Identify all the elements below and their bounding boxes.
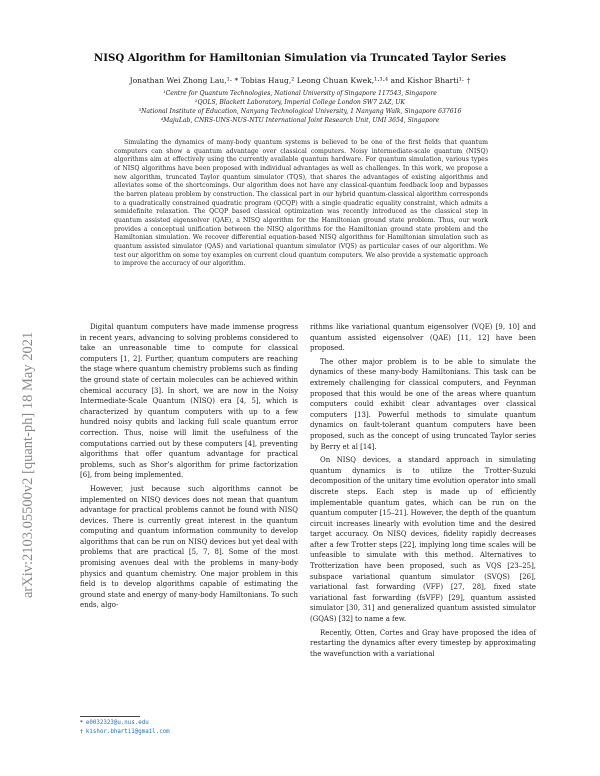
footnote-1 xyxy=(80,720,149,726)
left-column xyxy=(80,322,298,614)
paragraph: Digital quantum computers have made immense progress in recent years, advancing to solving problems considered to take an unreasonable time to compute for classical computers [1, 2]. Further, quantum computers are reaching the stage where quantum chemistry problems such as finding the ground state of certain molecules can be achieved within chemical accuracy [3]. In short, we are now in the Noisy Intermediate-Scale Quantum (NISQ) era [4, 5], which is characterized by quantum computers with up to a few hundred noisy qubits and lacking full scale quantum error correction. Thus, noise will limit the usefulness of the computations carried out by these computers [4], preventing algorithms that offer quantum advantage for practical problems, such as Shor’s algorithm for prime factorization [6], from being implemented. xyxy=(80,323,298,480)
footnote-mark: † xyxy=(80,729,83,735)
affiliation-4: ⁴MajuLab, CNRS-UNS-NUS-NTU International Joint Research Unit, UMI 3654, Singapore xyxy=(160,117,440,124)
paragraph: However, just because such algorithms cannot be implemented on NISQ devices does not mean that quantum advantage for practical problems cannot be found with NISQ devices. There is currently great interest in the quantum computing and quantum information community to develop algorithms that can be run on NISQ devices but yet deal with problems that are practical [5, 7, 8]. Some of the most promising avenues deal with the problems in many-body physics and quantum chemistry. One major problem in this field is to develop algorithms capable of estimating the ground state and energy of many-body Hamiltonians. To such ends, algo- xyxy=(80,484,298,610)
footnote-rule xyxy=(80,716,140,717)
footnote-2 xyxy=(80,729,170,735)
affiliation-2: ²QOLS, Blackett Laboratory, Imperial College London SW7 2AZ, UK xyxy=(195,99,405,106)
paragraph: On NISQ devices, a standard approach in simulating quantum dynamics is to utilize the Trotter-Suzuki decomposition of the unitary time evolution operator into small discrete steps. Each step is made up of efficiently implementable quantum gates, which can be run on the quantum computer [15–21]. However, the depth of the quantum circuit increases linearly with evolution time and the desired target accuracy. On NISQ devices, fidelity rapidly decreases after a few Trotter steps [22], implying long time scales will be unfeasible to simulate with this method. Alternatives to Trotterization have been proposed, such as VQS [23–25], subspace variational quantum simulator (SVQS) [26], variational fast forwarding (VFF) [27, 28], fixed state variational fast forwarding (fsVFF) [29], quantum assisted simulator [30, 31] and generalized quantum assisted simulator (GQAS) [32] to name a few. xyxy=(310,456,536,624)
paragraph: Recently, Otten, Cortes and Gray have proposed the idea of restarting the dynamics after every timestep by approximating the wavefunction with a variational xyxy=(310,628,536,658)
paragraph: rithms like variational quantum eigensolver (VQE) [9, 10] and quantum assisted eigensolver (QAE) [11, 12] have been proposed. xyxy=(310,323,536,353)
right-column xyxy=(310,322,536,662)
paper-title: NISQ Algorithm for Hamiltonian Simulation via Truncated Taylor Series xyxy=(93,52,507,64)
email-link[interactable]: e0032323@u.nus.edu xyxy=(85,720,149,726)
affiliation-3: ³National Institute of Education, Nanyang Technological University, 1 Nanyang Walk, Singapore 637616 xyxy=(138,108,462,115)
paragraph: The other major problem is to be able to simulate the dynamics of these many-body Hamiltonians. This task can be extremely challenging for classical computers, and Feynman proposed that this would be one of the areas where quantum computers could exhibit clear advantages over classical computers [13]. Powerful methods to simulate quantum dynamics on fault-tolerant quantum computers have been proposed, such as the concept of using truncated Taylor series by Berry et al [14]. xyxy=(310,357,536,451)
arxiv-stamp-svg xyxy=(10,300,40,600)
affiliation-1: ¹Centre for Quantum Technologies, National University of Singapore 117543, Singapore xyxy=(163,90,437,97)
arxiv-stamp xyxy=(10,300,40,600)
arxiv-stamp-text: arXiv:2103.05500v2 [quant-ph] 18 May 2021 xyxy=(20,331,36,598)
email-link[interactable]: kishor.bharti1@gmail.com xyxy=(85,729,170,735)
abstract: Simulating the dynamics of many-body quantum systems is believed to be one of the first fields that quantum computers can show a quantum advantage over classical computers. Noisy intermediate-scale quantum (NISQ) algorithms aim at effectively using the currently available quantum hardware. For quantum simulation, various types of NISQ algorithms have been proposed with individual advantages as well as challenges. In this work, we propose a new algorithm, truncated Taylor quantum simulator (TQS), that shares the advantages of existing algorithms and alleviates some of the shortcomings. Our algorithm does not have any classical-quantum feedback loop and bypasses the barren plateau problem by construction. The classical part in our hybrid quantum-classical algorithm corresponds to a quadratically constrained quadratic program (QCQP) with a single quadratic equality constraint, which admits a semidefinite relaxation. The QCQP based classical optimization was recently introduced as the classical step in quantum assisted eigensolver (QAE), a NISQ algorithm for the Hamiltonian ground state problem. Thus, our work provides a conceptual unification between the NISQ algorithms for the Hamiltonian ground state problem and the Hamiltonian simulation. We recover differential equation-based NISQ algorithms for Hamiltonian simulation such as quantum assisted simulator (QAS) and variational quantum simulator (VQS) as particular cases of our algorithm. We test our algorithm on some toy examples on current cloud quantum computers. We also provide a systematic approach to improve the accuracy of our algorithm. xyxy=(114,139,488,268)
author-list: Jonathan Wei Zhong Lau,¹· * Tobias Haug,² Leong Chuan Kwek,¹·³·⁴ and Kishor Bharti¹· † xyxy=(129,76,471,85)
footnote-mark: * xyxy=(80,720,83,726)
